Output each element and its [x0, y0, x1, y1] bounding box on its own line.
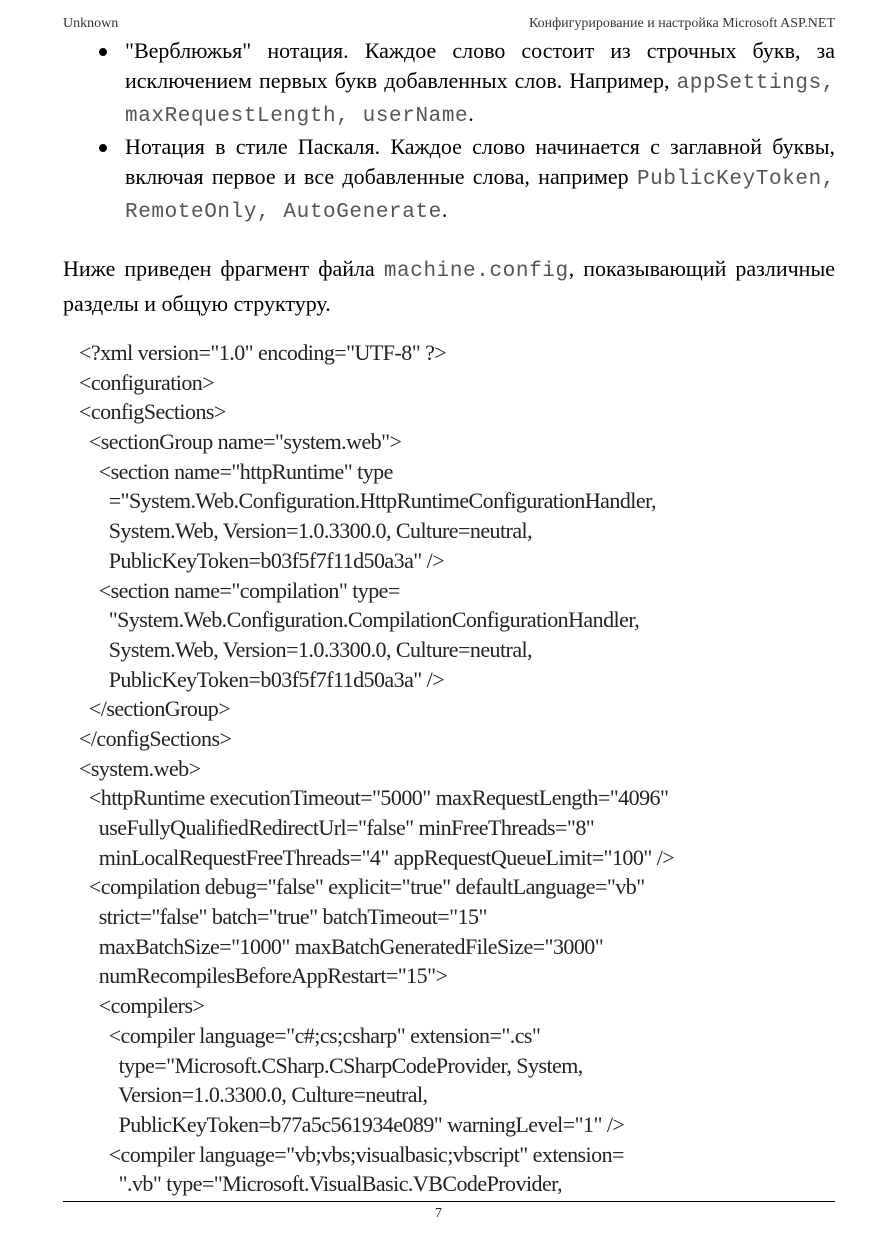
- bullet-end: .: [441, 197, 448, 222]
- code-line: <system.web>: [79, 755, 201, 781]
- page-number: 7: [435, 1206, 442, 1221]
- code-line: maxBatchSize="1000" maxBatchGeneratedFileSize="3000": [79, 933, 604, 959]
- code-line: ="System.Web.Configuration.HttpRuntimeConfigurationHandler,: [79, 488, 656, 514]
- code-line: </configSections>: [79, 725, 232, 751]
- code-line: numRecompilesBeforeAppRestart="15">: [79, 963, 448, 989]
- header-title: Конфигурирование и настройка Microsoft ASP.NET: [528, 16, 835, 31]
- bullet-dot-icon: [99, 144, 107, 152]
- code-line: <compiler language="c#;cs;csharp" extension=".cs": [79, 1022, 541, 1048]
- code-line: <?xml version="1.0" encoding="UTF-8" ?>: [79, 340, 447, 365]
- bullet-text: "Верблюжья" нотация. Каждое слово состоит из строчных букв, за исключением первых букв добавленных слов. Например,: [125, 38, 835, 93]
- code-line: <compilers>: [79, 993, 205, 1019]
- bullet-dot-icon: [99, 48, 107, 56]
- code-line: <section name="httpRuntime" type: [79, 458, 393, 484]
- bullet-text: Нотация в стиле Паскаля. Каждое слово начинается с заглавной буквы, включая первое и все добавленные слова, например: [125, 134, 835, 189]
- paragraph-filename: machine.config: [383, 260, 569, 283]
- bullet-end: .: [468, 101, 474, 126]
- footer-divider: [63, 1201, 835, 1202]
- code-line: useFullyQualifiedRedirectUrl="false" minFreeThreads="8": [79, 815, 595, 840]
- code-line: PublicKeyToken=b77a5c561934e089" warningLevel="1" />: [79, 1111, 625, 1137]
- code-line: <sectionGroup name="system.web">: [79, 429, 402, 455]
- page-header: [63, 16, 835, 34]
- code-line: strict="false" batch="true" batchTimeout="15": [79, 904, 487, 930]
- code-line: <configSections>: [79, 399, 226, 425]
- paragraph-after: , показывающий различные разделы и общую структуру.: [63, 256, 835, 316]
- code-line: ".vb" type="Microsoft.VisualBasic.VBCodeProvider,: [79, 1171, 563, 1197]
- code-line: <section name="compilation" type=: [79, 577, 400, 603]
- bullet-item-camel-case: [63, 36, 835, 132]
- code-line: PublicKeyToken=b03f5f7f11d50a3a" />: [79, 547, 445, 573]
- code-line: <compiler language="vb;vbs;visualbasic;vbscript" extension=: [79, 1141, 624, 1167]
- code-line: <configuration>: [79, 369, 215, 395]
- bullet-list: [63, 36, 835, 228]
- code-line: "System.Web.Configuration.CompilationConfigurationHandler,: [79, 607, 640, 633]
- config-code-listing: [79, 338, 835, 1199]
- code-line: <compilation debug="false" explicit="true" defaultLanguage="vb": [79, 874, 645, 900]
- code-line: PublicKeyToken=b03f5f7f11d50a3a" />: [79, 666, 445, 692]
- code-line: System.Web, Version=1.0.3300.0, Culture=neutral,: [79, 636, 533, 662]
- code-line: Version=1.0.3300.0, Culture=neutral,: [79, 1082, 428, 1108]
- code-line: type="Microsoft.CSharp.CSharpCodeProvider, System,: [79, 1052, 583, 1078]
- header-author: Unknown: [63, 16, 119, 31]
- paragraph-before: Ниже приведен фрагмент файла: [63, 256, 384, 281]
- bullet-code-examples: PublicKeyToken, RemoteOnly, AutoGenerate: [125, 168, 835, 224]
- code-line: </sectionGroup>: [79, 696, 231, 722]
- code-line: <httpRuntime executionTimeout="5000" maxRequestLength="4096": [79, 785, 669, 811]
- bullet-code-examples: appSettings, maxRequestLength, userName: [125, 72, 835, 128]
- bullet-item-pascal-case: [63, 132, 835, 228]
- intro-paragraph: [63, 253, 835, 320]
- code-line: System.Web, Version=1.0.3300.0, Culture=neutral,: [79, 518, 533, 544]
- code-line: minLocalRequestFreeThreads="4" appRequestQueueLimit="100" />: [79, 844, 675, 870]
